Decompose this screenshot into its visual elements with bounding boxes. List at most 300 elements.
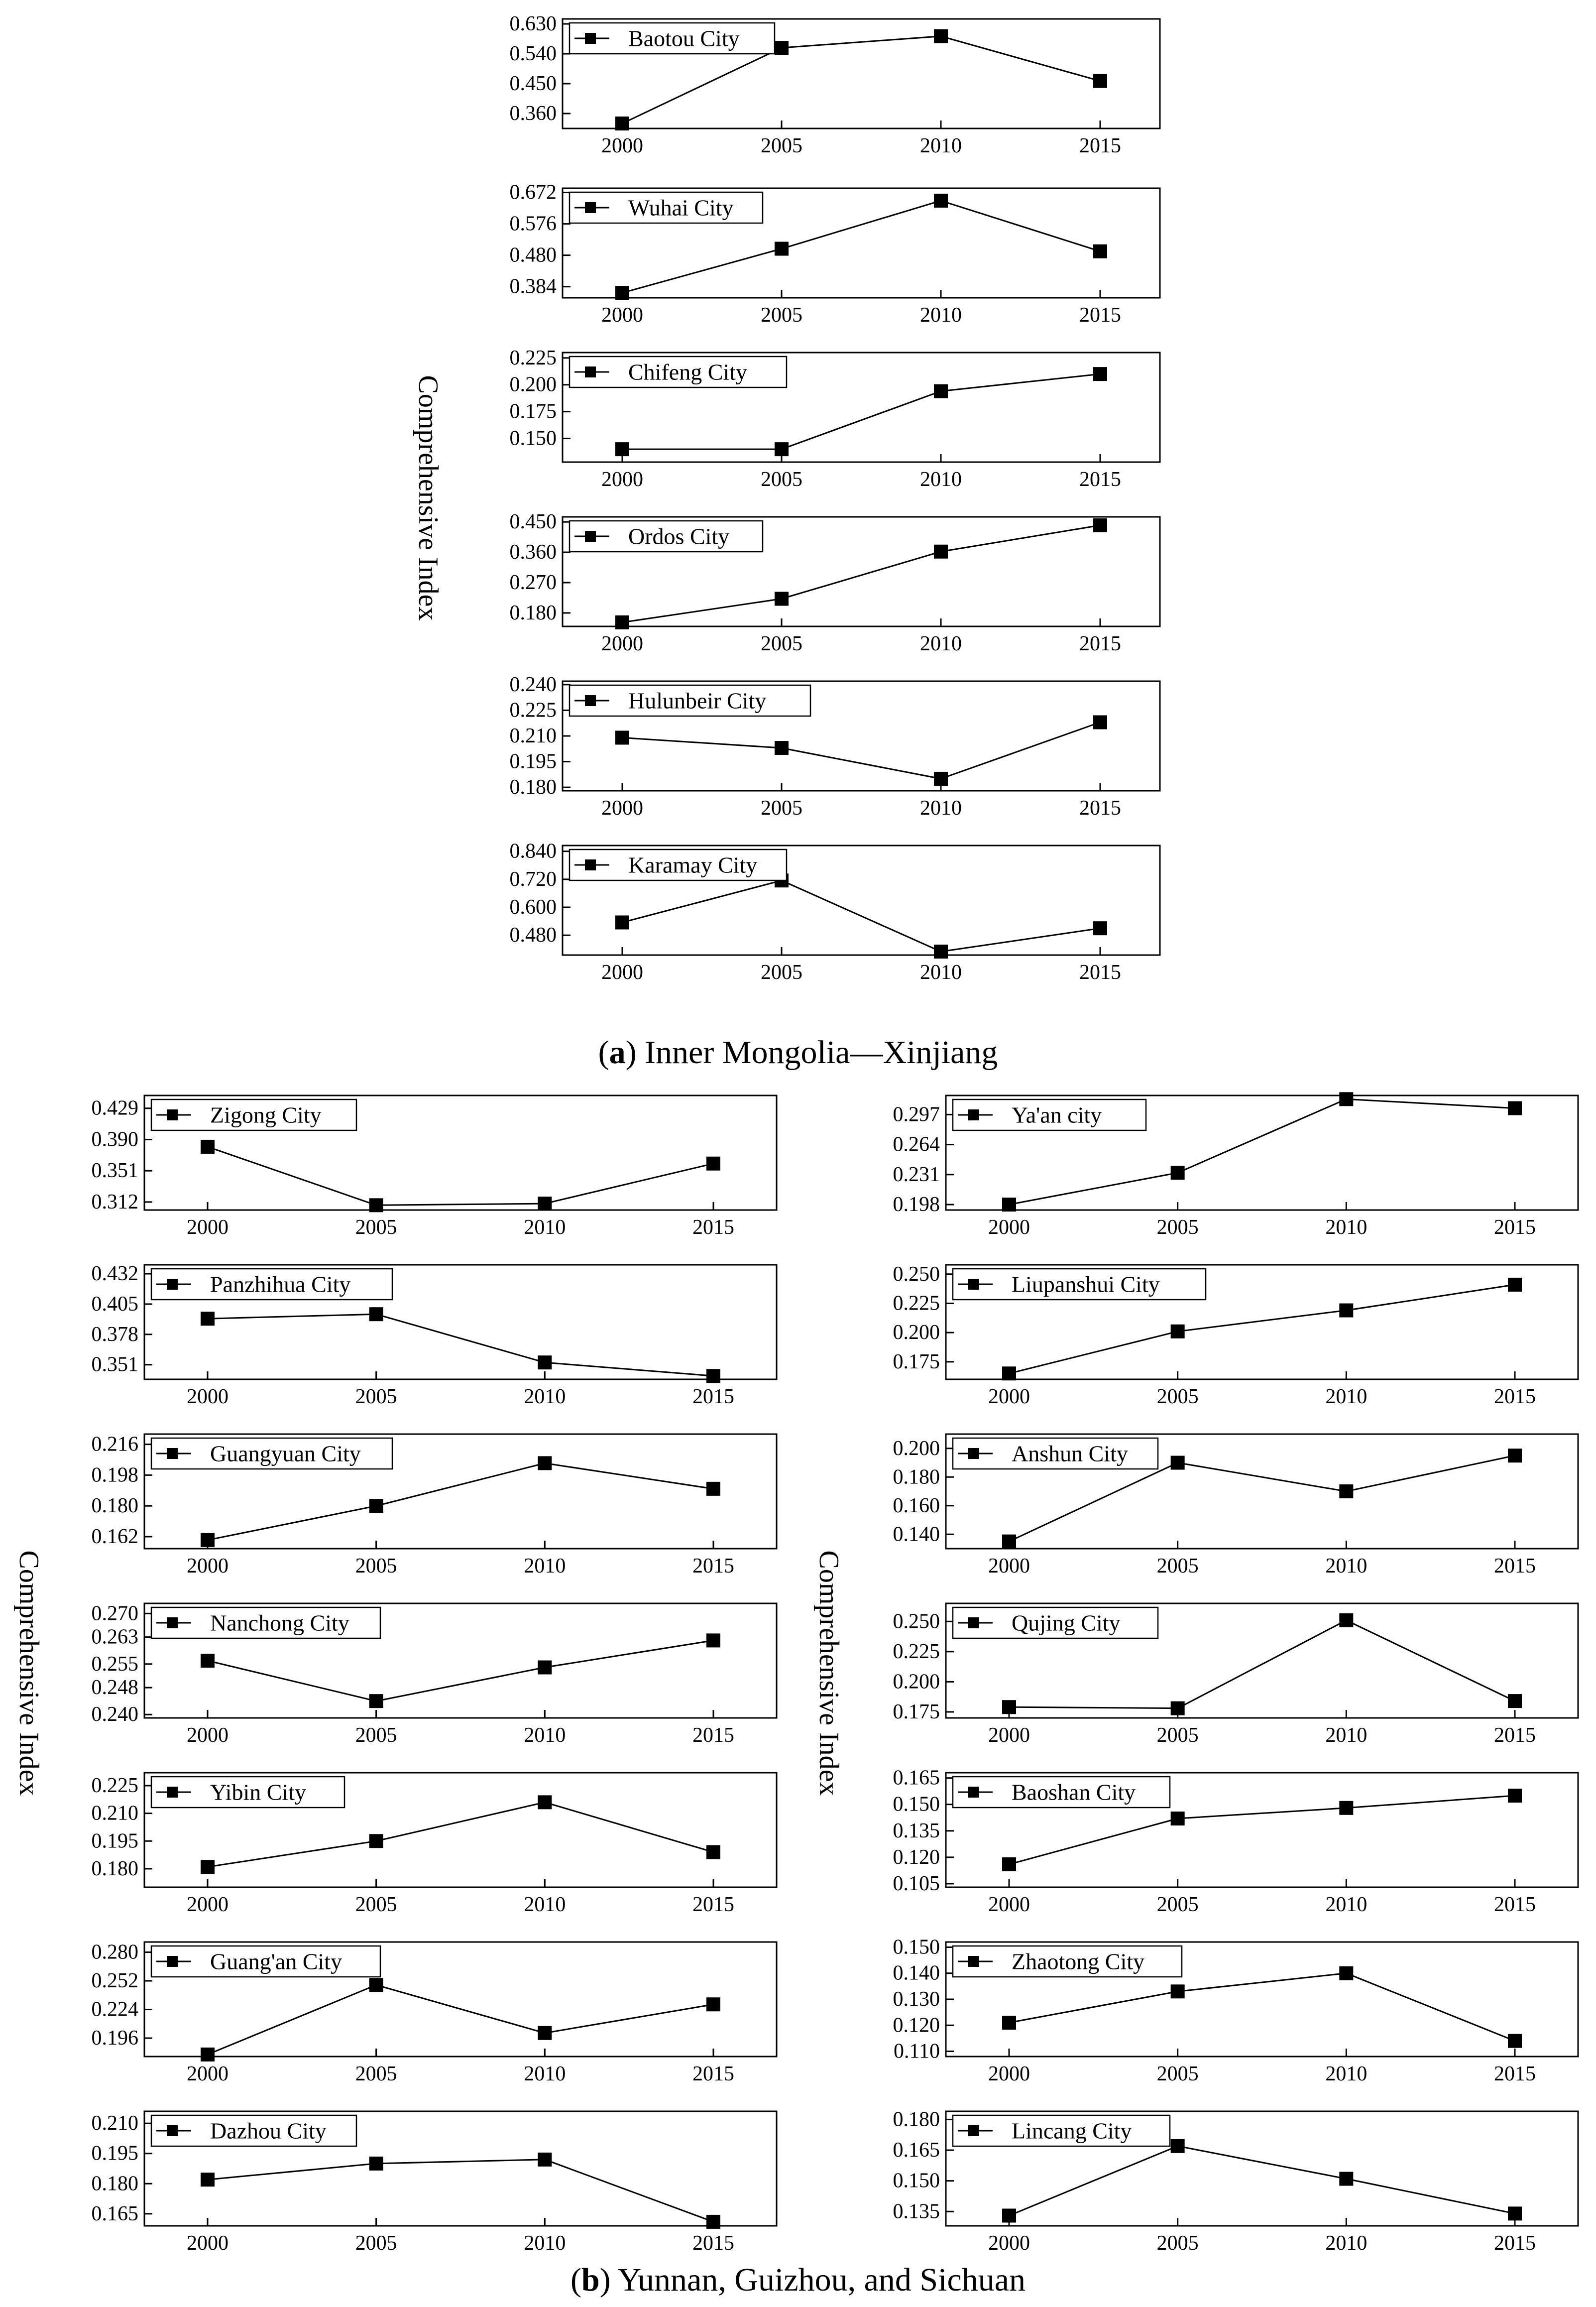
y-tick-label: 0.175: [509, 400, 557, 423]
x-tick-label: 2000: [601, 304, 643, 327]
data-point: [201, 1533, 215, 1547]
y-tick-label: 0.450: [509, 72, 557, 95]
legend-marker: [585, 202, 596, 213]
legend-label: Hulunbeir City: [628, 688, 767, 714]
data-point: [706, 1157, 720, 1171]
x-tick-label: 2005: [1156, 2063, 1199, 2085]
data-point: [1171, 1701, 1185, 1715]
x-tick-label: 2010: [920, 468, 962, 491]
y-tick-label: 0.280: [91, 1941, 138, 1964]
legend-marker: [167, 1279, 178, 1290]
x-tick-label: 2010: [524, 1216, 566, 1239]
legend-label: Yibin City: [210, 1779, 306, 1805]
y-tick-label: 0.200: [893, 1437, 940, 1460]
x-tick-label: 2005: [761, 797, 802, 820]
data-point: [201, 1654, 215, 1668]
x-tick-label: 2010: [524, 1385, 566, 1408]
x-tick-label: 2000: [988, 2063, 1030, 2085]
chart-panel: [92, 1941, 777, 2085]
y-tick-label: 0.210: [91, 1802, 138, 1825]
y-tick-label: 0.429: [91, 1096, 138, 1120]
y-tick-label: 0.180: [893, 1465, 940, 1489]
data-point: [369, 1499, 383, 1513]
data-point: [1508, 1278, 1522, 1292]
y-tick-label: 0.250: [893, 1262, 940, 1286]
x-tick-label: 2010: [1325, 1893, 1368, 1916]
y-axis-label-b-right: [813, 1551, 844, 1796]
x-tick-label: 2010: [920, 632, 962, 655]
y-tick-label: 0.180: [509, 776, 557, 799]
x-tick-label: 2010: [920, 304, 962, 327]
y-tick-label: 0.240: [91, 1703, 138, 1726]
series-line: [208, 1147, 713, 1205]
legend-label: Baoshan City: [1012, 1779, 1136, 1805]
series-line: [208, 2160, 713, 2222]
chart-panel: [92, 1095, 777, 1239]
series-line: [622, 880, 1100, 952]
data-point: [1002, 2208, 1016, 2222]
chart-panel: [893, 1434, 1579, 1578]
data-point: [1093, 518, 1107, 532]
data-point: [934, 772, 948, 786]
x-tick-label: 2010: [920, 797, 962, 820]
y-tick-label: 0.165: [893, 2139, 940, 2162]
y-tick-label: 0.196: [91, 2027, 138, 2050]
chart-panel: [92, 1262, 777, 1408]
x-tick-label: 2015: [1079, 468, 1121, 491]
y-tick-label: 0.180: [91, 1857, 138, 1880]
caption-b-text: Yunnan, Guizhou, and Sichuan: [617, 2262, 1026, 2298]
chart-panel: [893, 1936, 1579, 2085]
series-line: [208, 1802, 713, 1867]
x-tick-label: 2000: [187, 1724, 228, 1747]
y-tick-label: 0.165: [91, 2202, 138, 2225]
y-tick-label: 0.270: [509, 571, 557, 594]
chart-panel: [510, 181, 1160, 327]
x-tick-label: 2010: [1325, 1555, 1368, 1578]
x-tick-label: 2010: [920, 961, 962, 984]
x-tick-label: 2005: [761, 468, 802, 491]
y-tick-label: 0.120: [893, 2014, 940, 2037]
data-point: [1171, 1984, 1185, 1998]
data-point: [538, 2026, 552, 2040]
caption-a: (a) Inner Mongolia—Xinjiang: [598, 1034, 998, 1071]
x-tick-label: 2015: [692, 2063, 734, 2085]
data-point: [201, 1312, 215, 1326]
y-tick-label: 0.210: [509, 725, 557, 747]
x-tick-label: 2010: [920, 134, 962, 157]
data-point: [1093, 367, 1107, 381]
y-axis-label-b-left: [13, 1551, 44, 1796]
y-axis-label-text: Comprehensive Index: [413, 375, 444, 621]
data-point: [538, 2153, 552, 2167]
x-tick-label: 2005: [761, 632, 802, 655]
data-point: [369, 1198, 383, 1212]
y-tick-label: 0.480: [509, 924, 557, 947]
y-tick-label: 0.480: [509, 243, 557, 267]
x-tick-label: 2000: [988, 2232, 1030, 2255]
x-tick-label: 2005: [355, 1216, 397, 1239]
y-tick-label: 0.150: [893, 1936, 940, 1959]
legend-label: Anshun City: [1012, 1441, 1128, 1466]
data-point: [1339, 1613, 1353, 1627]
x-tick-label: 2005: [355, 1724, 397, 1747]
legend-marker: [585, 695, 596, 706]
y-tick-label: 0.360: [509, 541, 557, 564]
data-point: [1339, 1801, 1353, 1815]
x-tick-label: 2015: [1494, 1385, 1536, 1408]
x-tick-label: 2005: [355, 2063, 397, 2085]
data-point: [538, 1197, 552, 1211]
x-tick-label: 2005: [355, 1893, 397, 1916]
data-point: [706, 1482, 720, 1496]
y-tick-label: 0.180: [893, 2108, 940, 2131]
chart-panels: [92, 12, 1579, 2255]
x-tick-label: 2005: [355, 2232, 397, 2255]
y-tick-label: 0.198: [893, 1193, 940, 1216]
data-point: [1093, 716, 1107, 729]
data-point: [706, 1369, 720, 1383]
legend-marker: [167, 1787, 178, 1798]
data-point: [1171, 1812, 1185, 1825]
data-point: [615, 117, 629, 130]
y-tick-label: 0.225: [893, 1640, 940, 1663]
y-tick-label: 0.378: [91, 1323, 138, 1346]
data-point: [369, 1307, 383, 1321]
data-point: [934, 545, 948, 559]
data-point: [1171, 1456, 1185, 1470]
legend-marker: [585, 859, 596, 870]
y-tick-label: 0.255: [91, 1652, 138, 1676]
data-point: [538, 1355, 552, 1369]
x-tick-label: 2015: [692, 1216, 734, 1239]
legend-marker: [167, 1109, 178, 1120]
data-point: [369, 2157, 383, 2171]
x-tick-label: 2015: [1494, 2232, 1536, 2255]
y-tick-label: 0.252: [91, 1969, 138, 1993]
chart-panel: [893, 1603, 1579, 1747]
y-tick-label: 0.120: [893, 1845, 940, 1869]
legend-marker: [585, 33, 596, 44]
legend-marker: [968, 1956, 979, 1967]
x-tick-label: 2000: [988, 1724, 1030, 1747]
data-point: [1339, 2172, 1353, 2186]
y-tick-label: 0.175: [893, 1350, 940, 1373]
legend-marker: [167, 1617, 178, 1628]
data-point: [369, 1978, 383, 1992]
x-tick-label: 2010: [524, 1724, 566, 1747]
series-line: [1009, 2146, 1515, 2216]
data-point: [201, 2173, 215, 2186]
x-tick-label: 2015: [1494, 2063, 1536, 2085]
y-tick-label: 0.150: [509, 427, 557, 450]
series-line: [208, 1640, 713, 1701]
y-tick-label: 0.540: [509, 42, 557, 65]
y-tick-label: 0.264: [893, 1133, 940, 1156]
legend-marker: [968, 1617, 979, 1628]
y-tick-label: 0.248: [91, 1676, 138, 1700]
data-point: [538, 1456, 552, 1470]
data-point: [1508, 2206, 1522, 2220]
y-tick-label: 0.432: [91, 1262, 138, 1286]
x-tick-label: 2000: [601, 797, 643, 820]
legend-label: Guang'an City: [210, 1948, 342, 1974]
legend-label: Liupanshui City: [1012, 1271, 1160, 1297]
data-point: [369, 1694, 383, 1708]
data-point: [775, 741, 789, 755]
x-tick-label: 2000: [601, 632, 643, 655]
y-tick-label: 0.110: [894, 2040, 940, 2063]
y-tick-label: 0.200: [893, 1321, 940, 1344]
data-point: [706, 2215, 720, 2229]
y-tick-label: 0.312: [91, 1190, 138, 1214]
y-tick-label: 0.351: [91, 1159, 138, 1183]
y-tick-label: 0.225: [91, 1774, 138, 1797]
x-tick-label: 2000: [187, 2232, 228, 2255]
x-tick-label: 2010: [524, 2232, 566, 2255]
x-tick-label: 2010: [1325, 2063, 1368, 2085]
chart-panel: [510, 12, 1160, 157]
data-point: [201, 2048, 215, 2062]
y-tick-label: 0.225: [893, 1292, 940, 1315]
x-tick-label: 2010: [524, 1893, 566, 1916]
x-tick-label: 2010: [1325, 2232, 1368, 2255]
y-tick-label: 0.150: [893, 2169, 940, 2192]
data-point: [706, 1633, 720, 1647]
x-tick-label: 2015: [692, 1893, 734, 1916]
data-point: [615, 615, 629, 629]
y-tick-label: 0.840: [509, 840, 557, 863]
x-tick-label: 2015: [1079, 961, 1121, 984]
legend-label: Wuhai City: [628, 195, 734, 221]
x-tick-label: 2005: [355, 1555, 397, 1578]
x-tick-label: 2000: [187, 2063, 228, 2085]
data-point: [1508, 2034, 1522, 2048]
y-tick-label: 0.200: [509, 373, 557, 396]
data-point: [1339, 1304, 1353, 1318]
data-point: [934, 194, 948, 208]
y-tick-label: 0.351: [91, 1353, 138, 1376]
x-tick-label: 2000: [988, 1216, 1030, 1239]
chart-panel: [510, 840, 1160, 984]
y-axis-label-text: Comprehensive Index: [813, 1550, 844, 1796]
y-tick-label: 0.210: [91, 2112, 138, 2135]
chart-panel: [92, 1602, 777, 1747]
x-tick-label: 2005: [355, 1385, 397, 1408]
legend-marker: [167, 2125, 178, 2136]
legend-marker: [585, 531, 596, 542]
y-tick-label: 0.297: [893, 1103, 940, 1126]
x-tick-label: 2000: [988, 1893, 1030, 1916]
y-tick-label: 0.390: [91, 1128, 138, 1151]
y-tick-label: 0.135: [893, 1819, 940, 1842]
y-tick-label: 0.630: [509, 12, 557, 35]
data-point: [706, 1997, 720, 2011]
y-tick-label: 0.250: [893, 1610, 940, 1633]
x-tick-label: 2015: [692, 1385, 734, 1408]
legend-label: Qujing City: [1012, 1610, 1121, 1636]
x-tick-label: 2005: [1156, 1724, 1199, 1747]
legend-label: Dazhou City: [210, 2118, 327, 2144]
chart-panel: [893, 2108, 1579, 2255]
legend-label: Ordos City: [628, 523, 730, 549]
legend-label: Baotou City: [628, 25, 740, 51]
y-axis-label-text: Comprehensive Index: [13, 1550, 44, 1796]
data-point: [1093, 74, 1107, 88]
chart-panel: [92, 1773, 777, 1916]
y-tick-label: 0.576: [509, 212, 557, 236]
chart-panel: [510, 673, 1160, 820]
x-tick-label: 2015: [1079, 632, 1121, 655]
series-line: [208, 1314, 713, 1376]
x-tick-label: 2005: [761, 304, 802, 327]
data-point: [1002, 2016, 1016, 2030]
y-tick-label: 0.140: [893, 1961, 940, 1985]
legend-marker: [167, 1956, 178, 1967]
legend-marker: [585, 366, 596, 377]
legend-marker: [968, 1448, 979, 1459]
y-tick-label: 0.231: [893, 1163, 940, 1186]
data-point: [1171, 2139, 1185, 2153]
y-tick-label: 0.600: [509, 896, 557, 919]
data-point: [615, 730, 629, 744]
y-tick-label: 0.270: [91, 1602, 138, 1625]
y-tick-label: 0.672: [509, 181, 557, 204]
y-tick-label: 0.263: [91, 1625, 138, 1649]
legend-marker: [968, 1787, 979, 1798]
x-tick-label: 2000: [187, 1893, 228, 1916]
y-tick-label: 0.180: [91, 2172, 138, 2195]
x-tick-label: 2000: [187, 1216, 228, 1239]
y-tick-label: 0.135: [893, 2200, 940, 2223]
x-tick-label: 2005: [1156, 1893, 1199, 1916]
y-tick-label: 0.175: [893, 1700, 940, 1723]
data-point: [934, 384, 948, 398]
legend-label: Ya'an city: [1012, 1102, 1102, 1128]
y-tick-label: 0.195: [91, 2142, 138, 2165]
x-tick-label: 2005: [1156, 2232, 1199, 2255]
data-point: [1339, 1484, 1353, 1498]
legend-label: Chifeng City: [628, 359, 747, 385]
data-point: [538, 1795, 552, 1809]
y-tick-label: 0.216: [91, 1433, 138, 1456]
data-point: [934, 29, 948, 43]
data-point: [201, 1860, 215, 1874]
y-tick-label: 0.150: [893, 1793, 940, 1816]
x-tick-label: 2000: [601, 961, 643, 984]
x-tick-label: 2005: [1156, 1216, 1199, 1239]
chart-panel: [893, 1767, 1579, 1916]
chart-panel: [893, 1092, 1579, 1239]
x-tick-label: 2000: [601, 468, 643, 491]
y-tick-label: 0.360: [509, 102, 557, 125]
chart-panel: [92, 1433, 777, 1578]
legend-label: Zhaotong City: [1012, 1948, 1145, 1974]
y-tick-label: 0.450: [509, 510, 557, 534]
y-tick-label: 0.160: [893, 1494, 940, 1517]
y-tick-label: 0.162: [91, 1525, 138, 1548]
data-point: [1339, 1966, 1353, 1980]
x-tick-label: 2010: [1325, 1385, 1368, 1408]
data-point: [538, 1661, 552, 1675]
x-tick-label: 2000: [187, 1385, 228, 1408]
data-point: [706, 1845, 720, 1859]
data-point: [1508, 1101, 1522, 1115]
y-tick-label: 0.165: [893, 1766, 940, 1790]
y-tick-label: 0.224: [91, 1998, 138, 2021]
y-tick-label: 0.195: [509, 750, 557, 773]
x-tick-label: 2005: [761, 961, 802, 984]
legend-marker: [167, 1448, 178, 1459]
series-line: [1009, 1973, 1515, 2041]
data-point: [1093, 921, 1107, 935]
y-tick-label: 0.225: [509, 699, 557, 722]
data-point: [1508, 1449, 1522, 1462]
data-point: [775, 592, 789, 606]
data-point: [1508, 1694, 1522, 1708]
legend-marker: [968, 1109, 979, 1120]
data-point: [775, 442, 789, 456]
data-point: [369, 1834, 383, 1848]
caption-b-letter: b: [581, 2262, 600, 2298]
y-tick-label: 0.240: [509, 673, 557, 696]
x-tick-label: 2010: [1325, 1724, 1368, 1747]
chart-panel: [893, 1263, 1579, 1408]
y-tick-label: 0.130: [893, 1988, 940, 2011]
x-tick-label: 2010: [524, 2063, 566, 2085]
data-point: [1508, 1789, 1522, 1803]
x-tick-label: 2015: [1494, 1216, 1536, 1239]
data-point: [1171, 1325, 1185, 1338]
y-tick-label: 0.180: [509, 601, 557, 624]
y-tick-label: 0.720: [509, 867, 557, 891]
y-axis-label-a: [413, 375, 444, 621]
data-point: [1093, 244, 1107, 258]
x-tick-label: 2000: [988, 1385, 1030, 1408]
x-tick-label: 2015: [1079, 797, 1121, 820]
legend-label: Nanchong City: [210, 1610, 349, 1636]
y-tick-label: 0.384: [509, 275, 557, 298]
x-tick-label: 2010: [524, 1555, 566, 1578]
series-line: [208, 1985, 713, 2055]
caption-b: (b) Yunnan, Guizhou, and Sichuan: [570, 2262, 1026, 2298]
data-point: [615, 286, 629, 300]
data-point: [615, 915, 629, 929]
caption-a-text: Inner Mongolia—Xinjiang: [645, 1034, 998, 1071]
data-point: [201, 1140, 215, 1154]
x-tick-label: 2005: [761, 134, 802, 157]
legend-label: Panzhihua City: [210, 1271, 351, 1297]
y-tick-label: 0.195: [91, 1829, 138, 1853]
data-point: [1002, 1700, 1016, 1714]
legend-label: Lincang City: [1012, 2118, 1132, 2144]
y-tick-label: 0.200: [893, 1670, 940, 1694]
x-tick-label: 2015: [692, 2232, 734, 2255]
y-tick-label: 0.105: [893, 1872, 940, 1895]
legend-label: Zigong City: [210, 1102, 322, 1128]
legend-label: Guangyuan City: [210, 1441, 361, 1466]
chart-panel: [510, 510, 1160, 655]
y-tick-label: 0.198: [91, 1463, 138, 1487]
legend-marker: [968, 1279, 979, 1290]
x-tick-label: 2015: [1079, 304, 1121, 327]
legend-label: Karamay City: [628, 852, 758, 878]
data-point: [775, 242, 789, 255]
data-point: [1171, 1166, 1185, 1180]
y-tick-label: 0.225: [509, 346, 557, 369]
data-point: [1002, 1366, 1016, 1380]
data-point: [934, 945, 948, 959]
